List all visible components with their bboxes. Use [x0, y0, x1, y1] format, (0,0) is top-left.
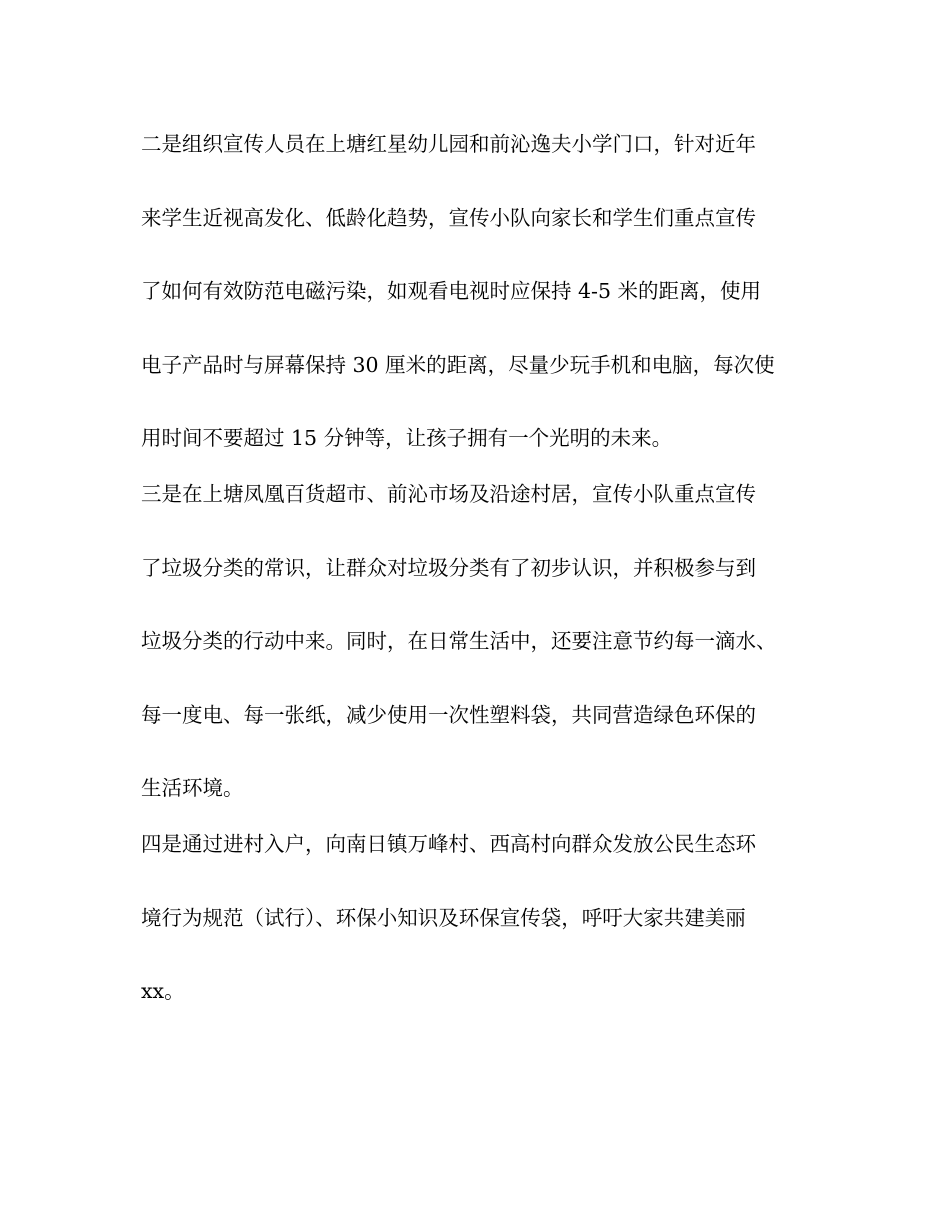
- text-line: 四是通过进村入户，向南日镇万峰村、西高村向群众发放公民生态环: [141, 832, 756, 856]
- text-line: 电子产品时与屏幕保持 30 厘米的距离，尽量少玩手机和电脑，每次使: [141, 352, 775, 377]
- text-line: xx。: [141, 979, 185, 1003]
- text-line: 了垃圾分类的常识，让群众对垃圾分类有了初步认识，并积极参与到: [141, 555, 756, 580]
- paragraph-2: [141, 125, 813, 475]
- text-line: 生活环境。: [141, 776, 244, 800]
- text-line: 每一度电、每一张纸，减少使用一次性塑料袋，共同营造绿色环保的: [141, 702, 756, 727]
- document-body: [141, 125, 813, 1028]
- paragraph-4: [141, 825, 813, 1028]
- text-line: 境行为规范（试行）、环保小知识及环保宣传袋，呼吁大家共建美丽: [141, 905, 746, 930]
- text-line: 了如何有效防范电磁污染，如观看电视时应保持 4-5 米的距离，使用: [141, 279, 762, 303]
- text-line: 来学生近视高发化、低龄化趋势，宣传小队向家长和学生们重点宣传: [141, 205, 756, 230]
- paragraph-3: [141, 475, 813, 825]
- text-line: 垃圾分类的行动中来。同时，在日常生活中，还要注意节约每一滴水、: [141, 629, 777, 653]
- text-line: 二是组织宣传人员在上塘红星幼儿园和前沁逸夫小学门口，针对近年: [141, 132, 756, 156]
- text-line: 三是在上塘凤凰百货超市、前沁市场及沿途村居，宣传小队重点宣传: [141, 482, 756, 506]
- text-line: 用时间不要超过 15 分钟等，让孩子拥有一个光明的未来。: [141, 426, 673, 450]
